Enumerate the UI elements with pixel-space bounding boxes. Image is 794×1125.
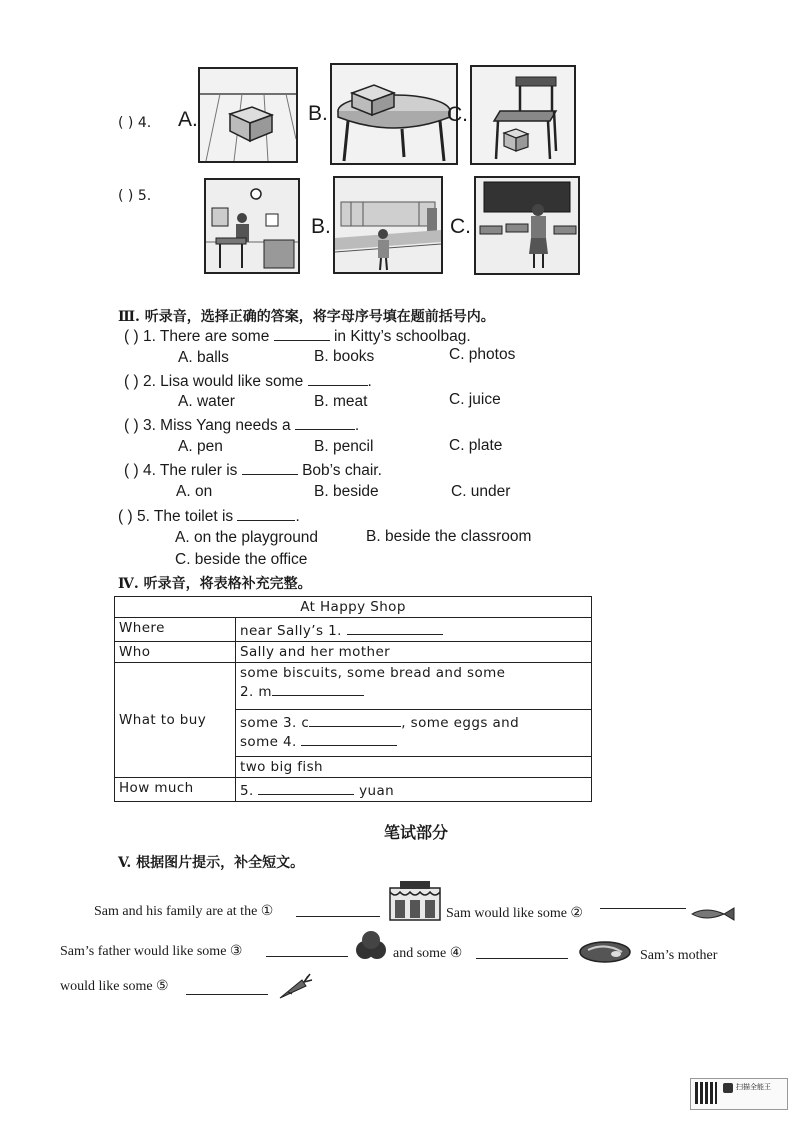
q3-1-choice-b[interactable]: B. books: [314, 348, 375, 365]
table-row: [115, 642, 592, 663]
where-cell: [236, 618, 592, 642]
table-row: [115, 778, 592, 802]
q3-4-choice-a[interactable]: A. on: [176, 483, 213, 500]
story-blank-4[interactable]: [476, 946, 568, 959]
q3-3-stem-b: .: [354, 417, 360, 434]
q4-picture-a[interactable]: [198, 67, 298, 163]
written-part-title: 笔试部分: [384, 823, 449, 842]
q3-5-blank[interactable]: [237, 506, 295, 521]
bread-icon: [354, 930, 388, 962]
how-much-cell: [236, 778, 592, 802]
story-line1-a: Sam and his family are at the ①: [94, 904, 274, 919]
q3-3-blank[interactable]: [295, 415, 355, 430]
q4-option-c-label: C.: [447, 103, 468, 126]
q3-4-choice-c[interactable]: C. under: [451, 483, 511, 500]
teacher-classroom-illustration: [476, 178, 578, 273]
table-row: [115, 618, 592, 642]
q4-picture-b[interactable]: [330, 63, 458, 165]
q3-5-choice-c[interactable]: C. beside the office: [175, 551, 308, 568]
box-on-table-illustration: [332, 65, 456, 163]
blank-5[interactable]: [258, 780, 354, 795]
where-label: Where: [115, 618, 236, 642]
blank-3[interactable]: [309, 712, 401, 727]
q5-option-c-label: C.: [450, 215, 471, 238]
buy-text-1b: 2. m: [240, 684, 272, 700]
q3-2-choice-a[interactable]: A. water: [178, 393, 235, 410]
blank-1[interactable]: [347, 620, 443, 635]
teacher-office-illustration: [206, 180, 298, 272]
buy-text-2c: some 4.: [240, 734, 297, 750]
box-on-floor-illustration: [200, 69, 296, 161]
q3-2-choice-c[interactable]: C. juice: [449, 391, 501, 408]
q3-2-blank[interactable]: [308, 371, 368, 386]
blank-4[interactable]: [301, 731, 397, 746]
q3-3-choice-b[interactable]: B. pencil: [314, 438, 374, 455]
meat-icon: [578, 940, 632, 964]
story-blank-1[interactable]: [296, 904, 380, 917]
q3-1-stem-b: in Kitty’s schoolbag.: [333, 328, 471, 345]
q3-1-stem: [124, 326, 471, 346]
how-much-label: How much: [115, 778, 236, 802]
how-much-text-a: 5.: [240, 783, 254, 799]
story-blank-3[interactable]: [266, 944, 348, 957]
story-blank-5[interactable]: [186, 982, 268, 995]
q3-4-blank[interactable]: [242, 460, 298, 475]
q3-5-stem-a: 5. The toilet is: [136, 508, 234, 525]
q5-option-b-label: B.: [311, 215, 331, 238]
buy-cell-1: [236, 663, 592, 710]
scanner-watermark: [690, 1078, 788, 1110]
q4-paren: ( ) 4.: [118, 115, 152, 131]
buy-value-3: two big fish: [236, 757, 592, 778]
q3-2-choice-b[interactable]: B. meat: [314, 393, 368, 410]
box-under-chair-illustration: [472, 67, 574, 163]
story-line3-a: would like some ⑤: [60, 979, 169, 994]
q3-2-paren[interactable]: ( ): [124, 373, 139, 390]
q4-option-a-label: A.: [178, 108, 198, 131]
story-line1-b: Sam would like some ②: [446, 906, 583, 921]
q3-3-choice-a[interactable]: A. pen: [178, 438, 223, 455]
q3-1-stem-a: 1. There are some: [142, 328, 270, 345]
q3-4-stem-b: Bob’s chair.: [302, 462, 382, 479]
where-value: near Sally’s 1.: [240, 623, 342, 639]
q3-3-stem-a: 3. Miss Yang needs a: [142, 417, 291, 434]
story-line2-c: Sam’s mother: [640, 948, 718, 963]
q3-2-stem-a: 2. Lisa would like some: [142, 373, 304, 390]
q3-1-blank[interactable]: [274, 326, 330, 341]
q3-5-stem: [118, 506, 300, 526]
q3-4-choice-b[interactable]: B. beside: [314, 483, 379, 500]
q3-5-choice-a[interactable]: A. on the playground: [175, 529, 319, 546]
q3-4-stem-a: 4. The ruler is: [142, 462, 238, 479]
shop-icon: [386, 880, 444, 922]
table-title: At Happy Shop: [115, 597, 592, 618]
buy-text-2b: , some eggs and: [401, 715, 520, 731]
buy-text-1a: some biscuits, some bread and some: [240, 665, 506, 681]
who-value: Sally and her mother: [236, 642, 592, 663]
carrot-icon: [276, 972, 314, 1000]
who-label: Who: [115, 642, 236, 663]
part3-heading: Ⅲ. 听录音，选择正确的答案，将字母序号填在题前括号内。: [118, 309, 495, 325]
q3-3-stem: [124, 415, 359, 435]
q3-3-paren[interactable]: ( ): [124, 417, 139, 434]
buy-cell-2: [236, 710, 592, 757]
q3-4-stem: [124, 460, 382, 480]
q4-option-b-label: B.: [308, 102, 328, 125]
q3-2-stem-b: .: [367, 373, 372, 390]
watermark-label: 扫描全能王: [736, 1083, 771, 1091]
what-to-buy-label: What to buy: [115, 663, 236, 778]
blank-2[interactable]: [272, 681, 364, 696]
fish-icon: [690, 906, 736, 922]
q5-picture-c[interactable]: [474, 176, 580, 275]
q3-1-choice-c[interactable]: C. photos: [449, 346, 516, 363]
story-blank-2[interactable]: [600, 896, 686, 909]
q3-5-choice-b[interactable]: B. beside the classroom: [366, 528, 532, 545]
girl-playground-illustration: [335, 178, 441, 272]
q3-5-paren[interactable]: ( ): [118, 508, 133, 525]
q3-3-choice-c[interactable]: C. plate: [449, 437, 503, 454]
buy-text-2a: some 3. c: [240, 715, 310, 731]
qr-code-icon: [695, 1082, 717, 1104]
how-much-text-b: yuan: [359, 783, 395, 799]
part4-heading: Ⅳ. 听录音，将表格补充完整。: [118, 576, 312, 592]
happy-shop-table: [114, 596, 592, 802]
q3-4-paren[interactable]: ( ): [124, 462, 139, 479]
q3-1-paren[interactable]: ( ): [124, 328, 139, 345]
app-logo-icon: [723, 1083, 733, 1093]
q3-1-choice-a[interactable]: A. balls: [178, 349, 229, 366]
q5-picture-a[interactable]: [204, 178, 300, 274]
q3-2-stem: [124, 371, 372, 391]
q3-5-stem-b: .: [295, 508, 300, 525]
story-line2-b: and some ④: [393, 946, 463, 961]
q4-picture-c[interactable]: [470, 65, 576, 165]
part5-heading: V. 根据图片提示，补全短文。: [118, 855, 305, 871]
q5-picture-b[interactable]: [333, 176, 443, 274]
story-line2-a: Sam’s father would like some ③: [60, 944, 243, 959]
table-row: [115, 663, 592, 710]
q5-paren: ( ) 5.: [118, 188, 152, 204]
